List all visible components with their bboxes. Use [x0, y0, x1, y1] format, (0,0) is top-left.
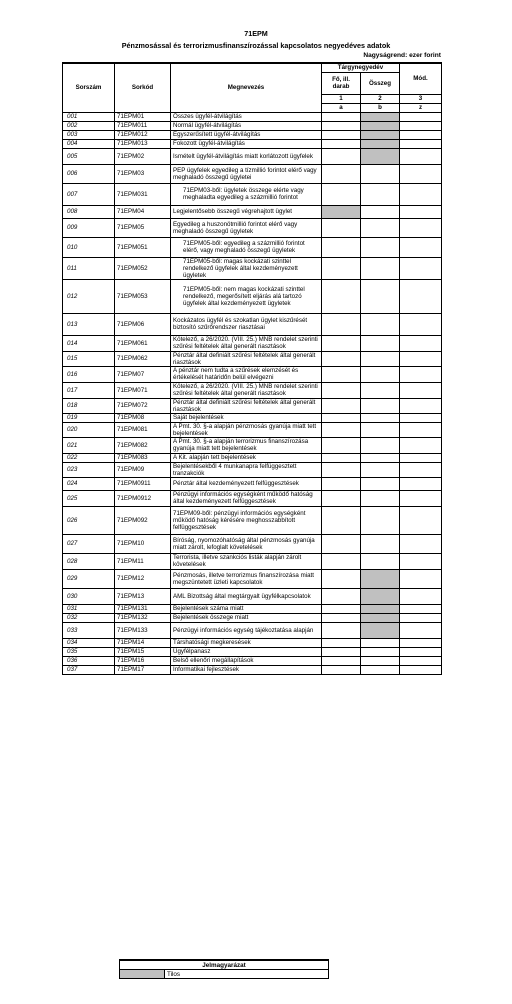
cell-z[interactable]	[400, 112, 442, 121]
row-code: 71EPM051	[115, 237, 171, 257]
row-number: 030	[63, 588, 115, 604]
row-code: 71EPM12	[115, 569, 171, 588]
row-name: A Pmt. 30. §-a alapján terrorizmus finanszírozása gyanúja miatt tett bejelentések	[171, 437, 322, 453]
cell-a[interactable]	[322, 490, 361, 506]
table-row	[63, 112, 442, 121]
row-code: 71EPM053	[115, 279, 171, 313]
table-row	[63, 534, 442, 553]
cell-b[interactable]	[361, 638, 400, 647]
legend	[119, 959, 329, 979]
row-number: 007	[63, 183, 115, 205]
cell-a[interactable]	[322, 638, 361, 647]
cell-a[interactable]	[322, 437, 361, 453]
row-name: Bejelentésekből 4 munkanapra felfüggesztett tranzakciók	[171, 462, 322, 477]
row-code: 71EPM14	[115, 638, 171, 647]
row-code: 71EPM083	[115, 453, 171, 462]
legend-title: Jelmagyarázat	[120, 960, 329, 970]
cell-a[interactable]	[322, 477, 361, 490]
row-number: 013	[63, 313, 115, 335]
cell-a[interactable]	[322, 366, 361, 382]
row-name: Normál ügyfél-átvilágítás	[171, 121, 322, 130]
row-name: 71EPM09-ből: pénzügyi információs egységként működő hatóság kérésére meghosszabbított felfüggesztések	[171, 506, 322, 534]
cell-a[interactable]	[322, 139, 361, 148]
table-row	[63, 205, 442, 218]
cell-b	[361, 130, 400, 139]
cell-b[interactable]	[361, 534, 400, 553]
cell-z[interactable]	[400, 588, 442, 604]
table-row	[63, 569, 442, 588]
row-number: 002	[63, 121, 115, 130]
table-row	[63, 656, 442, 665]
cell-a[interactable]	[322, 218, 361, 237]
row-number: 035	[63, 647, 115, 656]
cell-b[interactable]	[361, 237, 400, 257]
cell-z[interactable]	[400, 604, 442, 613]
cell-z[interactable]	[400, 164, 442, 183]
table-row	[63, 335, 442, 351]
row-name: Informatikai fejlesztések	[171, 665, 322, 674]
cell-b	[361, 622, 400, 638]
row-name: Pénztár által definiált szűrési feltételek által generált riasztások	[171, 351, 322, 366]
cell-b[interactable]	[361, 351, 400, 366]
row-code: 71EPM07	[115, 366, 171, 382]
row-name: Fokozott ügyfél-átvilágítás	[171, 139, 322, 148]
cell-a[interactable]	[322, 112, 361, 121]
cell-a[interactable]	[322, 398, 361, 413]
row-name: Pénztár által definiált szűrési feltételek által generált riasztások	[171, 398, 322, 413]
col-mod: Mód.	[400, 63, 442, 94]
legend-item: Tilos	[165, 970, 329, 979]
row-name: Társhatósági megkeresések	[171, 638, 322, 647]
col-let-z: z	[400, 103, 442, 112]
cell-z[interactable]	[400, 553, 442, 569]
cell-a[interactable]	[322, 279, 361, 313]
cell-b	[361, 148, 400, 164]
row-code: 71EPM08	[115, 413, 171, 422]
row-number: 012	[63, 279, 115, 313]
cell-b[interactable]	[361, 366, 400, 382]
cell-a[interactable]	[322, 613, 361, 622]
row-code: 71EPM062	[115, 351, 171, 366]
table-row	[63, 506, 442, 534]
row-code: 71EPM081	[115, 422, 171, 437]
row-code: 71EPM15	[115, 647, 171, 656]
table-row	[63, 351, 442, 366]
table-row	[63, 382, 442, 398]
row-number: 011	[63, 257, 115, 279]
cell-b[interactable]	[361, 647, 400, 656]
cell-z[interactable]	[400, 351, 442, 366]
cell-a[interactable]	[322, 656, 361, 665]
row-code: 71EPM013	[115, 139, 171, 148]
cell-a[interactable]	[322, 506, 361, 534]
cell-b	[361, 588, 400, 604]
row-name: Ismételt ügyfél-átvilágítás miatt korlátozott ügyfelek	[171, 148, 322, 164]
row-number: 003	[63, 130, 115, 139]
report-scale: Nagyságrend: ezer forint	[363, 52, 441, 59]
row-code: 71EPM071	[115, 382, 171, 398]
cell-a[interactable]	[322, 569, 361, 588]
data-table	[62, 62, 442, 675]
cell-b[interactable]	[361, 506, 400, 534]
cell-b[interactable]	[361, 205, 400, 218]
cell-z[interactable]	[400, 569, 442, 588]
row-name: Legjelentősebb összegű végrehajtott ügylet	[171, 205, 322, 218]
table-body	[63, 112, 442, 674]
cell-b	[361, 121, 400, 130]
cell-a[interactable]	[322, 121, 361, 130]
row-name: 71EPM05-ből: magas kockázati szinttel rendelkező ügyfelek által kezdeményezett ügyletek	[171, 257, 322, 279]
row-number: 026	[63, 506, 115, 534]
row-number: 027	[63, 534, 115, 553]
cell-z[interactable]	[400, 130, 442, 139]
cell-b[interactable]	[361, 382, 400, 398]
col-sorszam: Sorszám	[63, 63, 115, 112]
row-number: 021	[63, 437, 115, 453]
row-name: Terrorista, illetve szankciós listák alapján zárolt követelések	[171, 553, 322, 569]
row-code: 71EPM0911	[115, 477, 171, 490]
cell-b[interactable]	[361, 335, 400, 351]
row-code: 71EPM133	[115, 622, 171, 638]
cell-b[interactable]	[361, 257, 400, 279]
row-number: 019	[63, 413, 115, 422]
cell-z[interactable]	[400, 665, 442, 674]
cell-b[interactable]	[361, 413, 400, 422]
table-row	[63, 638, 442, 647]
cell-z[interactable]	[400, 490, 442, 506]
cell-a[interactable]	[322, 453, 361, 462]
row-number: 001	[63, 112, 115, 121]
col-osszeg: Összeg	[361, 72, 400, 94]
row-number: 031	[63, 604, 115, 613]
col-group: Tárgynegyedév	[322, 63, 400, 72]
cell-z[interactable]	[400, 366, 442, 382]
cell-z[interactable]	[400, 279, 442, 313]
row-number: 032	[63, 613, 115, 622]
cell-a[interactable]	[322, 164, 361, 183]
cell-a[interactable]	[322, 553, 361, 569]
table-row	[63, 604, 442, 613]
cell-z[interactable]	[400, 506, 442, 534]
cell-z[interactable]	[400, 313, 442, 335]
row-name: Bejelentések összege miatt	[171, 613, 322, 622]
col-num-1: 1	[322, 94, 361, 103]
cell-z[interactable]	[400, 257, 442, 279]
row-name: A pénztár nem tudta a szűrések elemzését és értékelését határidőn belül elvégezni	[171, 366, 322, 382]
cell-b[interactable]	[361, 477, 400, 490]
row-name: Kockázatos ügyfél és szokatlan ügylet kiszűrését biztosító szűrőrendszer riasztásai	[171, 313, 322, 335]
cell-z[interactable]	[400, 437, 442, 453]
row-number: 014	[63, 335, 115, 351]
row-code: 71EPM061	[115, 335, 171, 351]
cell-z[interactable]	[400, 121, 442, 130]
row-number: 009	[63, 218, 115, 237]
row-code: 71EPM11	[115, 553, 171, 569]
row-code: 71EPM16	[115, 656, 171, 665]
row-code: 71EPM06	[115, 313, 171, 335]
table-row	[63, 183, 442, 205]
table-row	[63, 553, 442, 569]
cell-z[interactable]	[400, 422, 442, 437]
cell-z[interactable]	[400, 613, 442, 622]
table-row	[63, 422, 442, 437]
cell-b	[361, 613, 400, 622]
row-name: Pénzmosás, illetve terrorizmus finanszírozása miatt megszüntetett üzleti kapcsolatok	[171, 569, 322, 588]
row-code: 71EPM012	[115, 130, 171, 139]
table-row	[63, 647, 442, 656]
row-code: 71EPM13	[115, 588, 171, 604]
cell-z[interactable]	[400, 656, 442, 665]
cell-a[interactable]	[322, 462, 361, 477]
cell-a[interactable]	[322, 622, 361, 638]
cell-a[interactable]	[322, 647, 361, 656]
table-row	[63, 257, 442, 279]
cell-z[interactable]	[400, 237, 442, 257]
row-name: A Pmt. 30. §-a alapján pénzmosás gyanúja miatt tett bejelentések	[171, 422, 322, 437]
cell-b[interactable]	[361, 453, 400, 462]
cell-b[interactable]	[361, 490, 400, 506]
row-number: 017	[63, 382, 115, 398]
row-name: 71EPM05-ből: nem magas kockázati szinttel rendelkező, megerősített eljárás alá tartozó ügyfelek által kezdeményezett ügyletek	[171, 279, 322, 313]
cell-z[interactable]	[400, 139, 442, 148]
row-name: Egyszerűsített ügyfél-átvilágítás	[171, 130, 322, 139]
row-number: 034	[63, 638, 115, 647]
cell-z[interactable]	[400, 205, 442, 218]
row-code: 71EPM03	[115, 164, 171, 183]
cell-a[interactable]	[322, 237, 361, 257]
cell-b	[361, 112, 400, 121]
col-num-3: 3	[400, 94, 442, 103]
col-let-a: a	[322, 103, 361, 112]
table-row	[63, 453, 442, 462]
cell-a	[322, 205, 361, 218]
table-row	[63, 490, 442, 506]
cell-z[interactable]	[400, 622, 442, 638]
row-number: 016	[63, 366, 115, 382]
row-name: Belső ellenőri megállapítások	[171, 656, 322, 665]
row-number: 037	[63, 665, 115, 674]
cell-b	[361, 604, 400, 613]
table-row	[63, 121, 442, 130]
cell-z[interactable]	[400, 477, 442, 490]
table-row	[63, 588, 442, 604]
cell-z[interactable]	[400, 534, 442, 553]
legend-swatch	[120, 970, 165, 979]
row-name: Bíróság, nyomozóhatóság által pénzmosás gyanúja miatt zárolt, lefoglalt követelések	[171, 534, 322, 553]
table-row	[63, 477, 442, 490]
row-code: 71EPM131	[115, 604, 171, 613]
col-let-b: b	[361, 103, 400, 112]
cell-a[interactable]	[322, 422, 361, 437]
col-megnevezes: Megnevezés	[171, 63, 322, 112]
cell-z[interactable]	[400, 148, 442, 164]
row-code: 71EPM02	[115, 148, 171, 164]
cell-b	[361, 569, 400, 588]
row-number: 015	[63, 351, 115, 366]
row-code: 71EPM01	[115, 112, 171, 121]
cell-b[interactable]	[361, 656, 400, 665]
cell-z[interactable]	[400, 462, 442, 477]
cell-z[interactable]	[400, 382, 442, 398]
cell-a[interactable]	[322, 313, 361, 335]
row-number: 010	[63, 237, 115, 257]
cell-b[interactable]	[361, 183, 400, 205]
table-row	[63, 148, 442, 164]
cell-b[interactable]	[361, 164, 400, 183]
cell-b[interactable]	[361, 279, 400, 313]
cell-b[interactable]	[361, 218, 400, 237]
row-code: 71EPM0912	[115, 490, 171, 506]
cell-b[interactable]	[361, 665, 400, 674]
cell-z[interactable]	[400, 218, 442, 237]
row-name: Kötelező, a 26/2020. (VIII. 25.) MNB rendelet szerinti szűrési feltételek által generált riasztások	[171, 335, 322, 351]
row-name: AML Bizottság által megtárgyalt ügyfélkapcsolatok	[171, 588, 322, 604]
cell-b[interactable]	[361, 422, 400, 437]
row-name: Pénzügyi információs egységként működő hatóság által kezdeményezett felfüggesztések	[171, 490, 322, 506]
cell-b[interactable]	[361, 553, 400, 569]
cell-b[interactable]	[361, 437, 400, 453]
cell-z[interactable]	[400, 183, 442, 205]
row-code: 71EPM17	[115, 665, 171, 674]
col-num-2: 2	[361, 94, 400, 103]
row-code: 71EPM09	[115, 462, 171, 477]
report-title: Pénzmosással és terrorizmusfinanszírozással kapcsolatos negyedéves adatok	[121, 41, 391, 50]
table-row	[63, 130, 442, 139]
row-name: Ügyfélpanasz	[171, 647, 322, 656]
row-code: 71EPM052	[115, 257, 171, 279]
report-code: 71EPM	[244, 29, 268, 38]
cell-a[interactable]	[322, 183, 361, 205]
cell-a[interactable]	[322, 604, 361, 613]
row-number: 033	[63, 622, 115, 638]
cell-a[interactable]	[322, 413, 361, 422]
row-name: Pénztár által kezdeményezett felfüggesztések	[171, 477, 322, 490]
col-sorkod: Sorkód	[115, 63, 171, 112]
cell-b	[361, 139, 400, 148]
table-row	[63, 164, 442, 183]
cell-a[interactable]	[322, 130, 361, 139]
row-name: A Kit. alapján tett bejelentések	[171, 453, 322, 462]
row-code: 71EPM04	[115, 205, 171, 218]
row-number: 029	[63, 569, 115, 588]
cell-a[interactable]	[322, 665, 361, 674]
row-code: 71EPM092	[115, 506, 171, 534]
table-row	[63, 413, 442, 422]
row-number: 004	[63, 139, 115, 148]
row-code: 71EPM072	[115, 398, 171, 413]
cell-z[interactable]	[400, 413, 442, 422]
row-number: 018	[63, 398, 115, 413]
cell-z[interactable]	[400, 398, 442, 413]
row-name: Bejelentések száma miatt	[171, 604, 322, 613]
cell-a[interactable]	[322, 335, 361, 351]
row-number: 024	[63, 477, 115, 490]
cell-a[interactable]	[322, 351, 361, 366]
row-name: Egyedileg a huszonötmillió forintot elérő vagy meghaladó összegű ügyletek	[171, 218, 322, 237]
col-fo: Fő, ill. darab	[322, 72, 361, 94]
cell-b[interactable]	[361, 462, 400, 477]
row-number: 020	[63, 422, 115, 437]
row-number: 023	[63, 462, 115, 477]
cell-a[interactable]	[322, 588, 361, 604]
row-code: 71EPM132	[115, 613, 171, 622]
table-row	[63, 366, 442, 382]
row-number: 036	[63, 656, 115, 665]
table-row	[63, 279, 442, 313]
cell-b[interactable]	[361, 313, 400, 335]
table-row	[63, 398, 442, 413]
cell-a[interactable]	[322, 534, 361, 553]
cell-z[interactable]	[400, 453, 442, 462]
table-row	[63, 313, 442, 335]
row-name: 71EPM03-ből: ügyletek összege elérte vagy meghaladta egyedileg a százmillió forintot	[171, 183, 322, 205]
cell-z[interactable]	[400, 647, 442, 656]
row-code: 71EPM082	[115, 437, 171, 453]
row-name: Összes ügyfél-átvilágítás	[171, 112, 322, 121]
row-number: 022	[63, 453, 115, 462]
row-name: Pénzügyi információs egység tájékoztatása alapján	[171, 622, 322, 638]
table-row	[63, 218, 442, 237]
row-code: 71EPM031	[115, 183, 171, 205]
row-number: 006	[63, 164, 115, 183]
table-row	[63, 622, 442, 638]
cell-b[interactable]	[361, 398, 400, 413]
row-number: 005	[63, 148, 115, 164]
row-number: 028	[63, 553, 115, 569]
cell-z[interactable]	[400, 335, 442, 351]
table-row	[63, 237, 442, 257]
cell-a[interactable]	[322, 148, 361, 164]
row-name: Kötelező, a 26/2020. (VIII. 25.) MNB rendelet szerinti szűrési feltételek által generált riasztások	[171, 382, 322, 398]
row-code: 71EPM011	[115, 121, 171, 130]
row-number: 008	[63, 205, 115, 218]
row-number: 025	[63, 490, 115, 506]
cell-a[interactable]	[322, 382, 361, 398]
table-row	[63, 437, 442, 453]
row-name: Saját bejelentések	[171, 413, 322, 422]
table-row	[63, 462, 442, 477]
row-name: 71EPM05-ből: egyedileg a százmillió forintot elérő, vagy meghaladó összegű ügyletek	[171, 237, 322, 257]
table-row	[63, 139, 442, 148]
row-code: 71EPM05	[115, 218, 171, 237]
row-name: PEP ügyfelek egyedileg a tízmillió forintot elérő vagy meghaladó összegű ügyletei	[171, 164, 322, 183]
row-code: 71EPM10	[115, 534, 171, 553]
cell-z[interactable]	[400, 638, 442, 647]
cell-a[interactable]	[322, 257, 361, 279]
table-row	[63, 665, 442, 674]
table-row	[63, 613, 442, 622]
